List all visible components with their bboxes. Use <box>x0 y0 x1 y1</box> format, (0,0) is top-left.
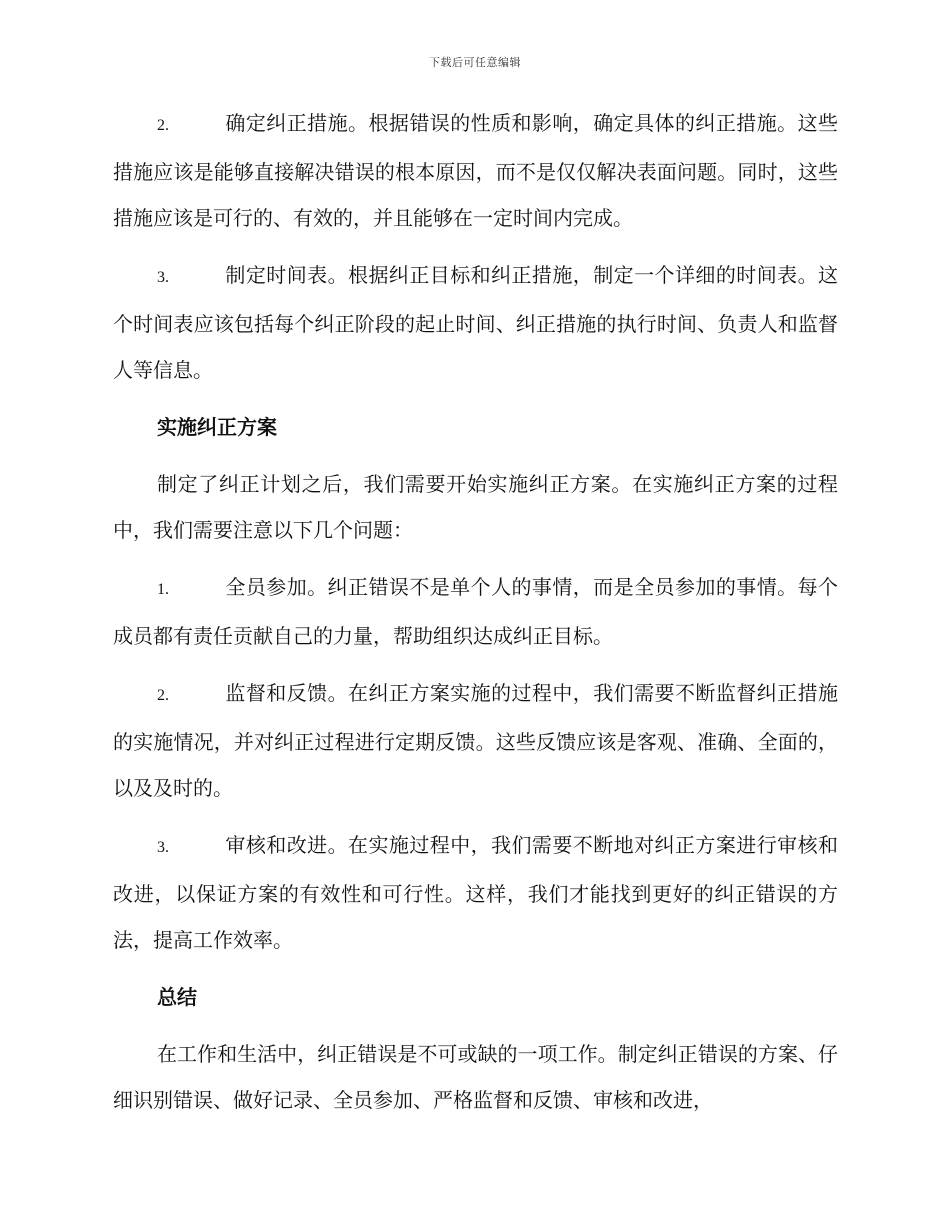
list-item-supervision-feedback <box>113 670 838 811</box>
list-item-text: 制定时间表。根据纠正目标和纠正措施，制定一个详细的时间表。这个时间表应该包括每个纠正阶段的起止时间、纠正措施的执行时间、负责人和监督人等信息。 <box>113 263 838 382</box>
list-item-text: 全员参加。纠正错误不是单个人的事情，而是全员参加的事情。每个成员都有责任贡献自己的力量，帮助组织达成纠正目标。 <box>113 575 838 648</box>
list-item-text: 审核和改进。在实施过程中，我们需要不断地对纠正方案进行审核和改进，以保证方案的有效性和可行性。这样，我们才能找到更好的纠正错误的方法，提高工作效率。 <box>113 833 838 952</box>
document-body <box>113 100 838 1134</box>
list-item-text: 监督和反馈。在纠正方案实施的过程中，我们需要不断监督纠正措施的实施情况，并对纠正过程进行定期反馈。这些反馈应该是客观、准确、全面的，以及及时的。 <box>113 681 838 800</box>
page-header: 下载后可任意编辑 <box>429 56 521 69</box>
section-heading-summary: 总结 <box>157 985 197 1009</box>
list-item-schedule <box>113 252 838 393</box>
list-item-review-improve <box>113 822 838 963</box>
list-item-text: 确定纠正措施。根据错误的性质和影响，确定具体的纠正措施。这些措施应该是能够直接解决错误的根本原因，而不是仅仅解决表面问题。同时，这些措施应该是可行的、有效的，并且能够在一定时间内完成。 <box>113 111 838 230</box>
list-number: 3. <box>157 839 169 856</box>
list-number: 2. <box>157 117 169 134</box>
list-item-determine-measures <box>113 100 838 241</box>
list-number: 3. <box>157 269 169 286</box>
list-item-all-participate <box>113 564 838 659</box>
paragraph-implement: 制定了纠正计划之后，我们需要开始实施纠正方案。在实施纠正方案的过程中，我们需要注意以下几个问题： <box>113 472 838 542</box>
list-number: 2. <box>157 687 169 704</box>
paragraph-summary: 在工作和生活中，纠正错误是不可或缺的一项工作。制定纠正错误的方案、仔细识别错误、做好记录、全员参加、严格监督和反馈、审核和改进， <box>113 1042 838 1112</box>
list-number: 1. <box>157 581 169 598</box>
section-heading-implement: 实施纠正方案 <box>157 415 277 439</box>
